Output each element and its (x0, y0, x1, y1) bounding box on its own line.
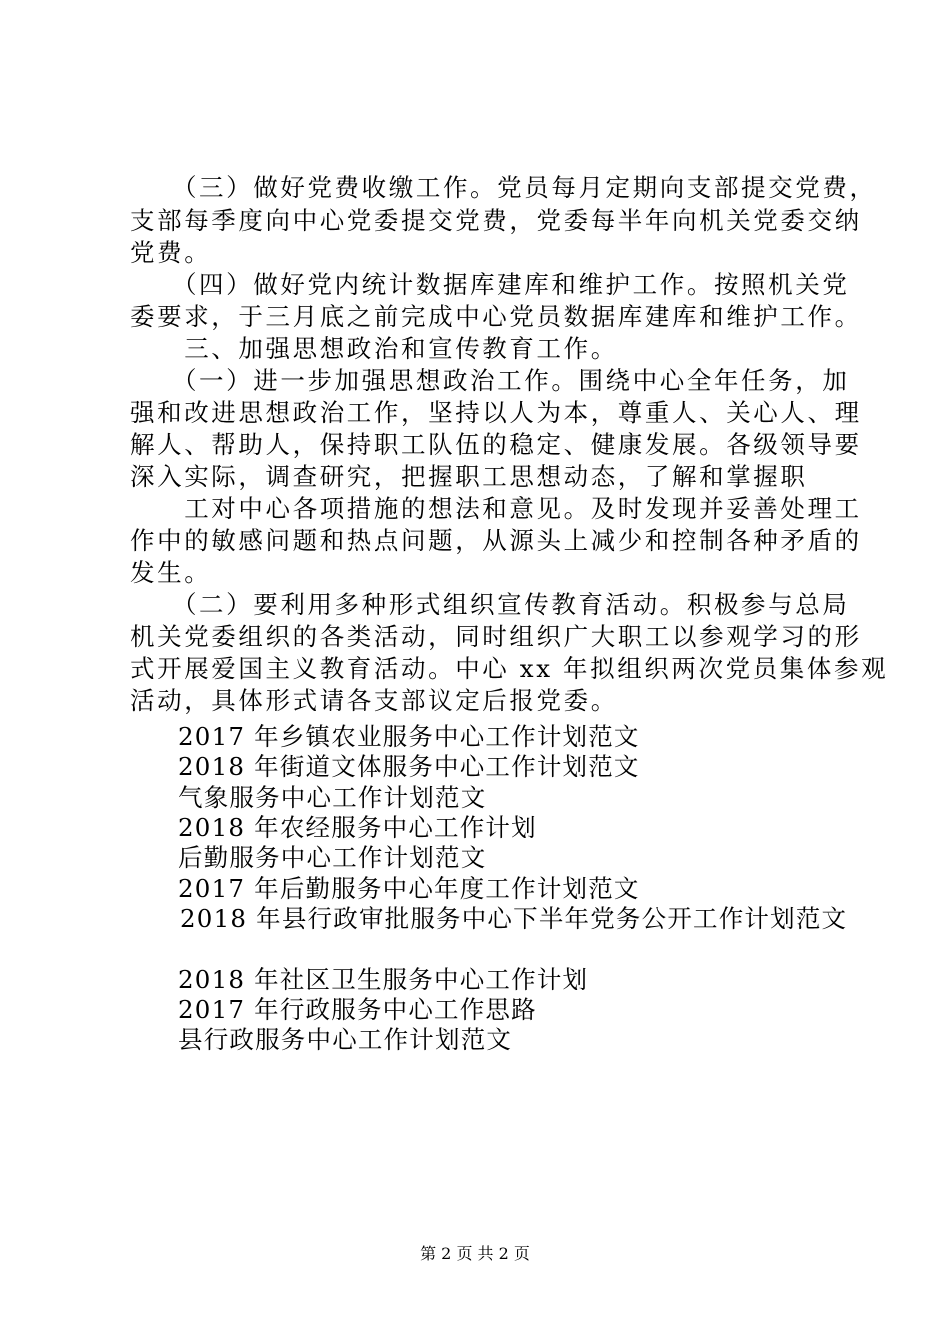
related-link[interactable]: 2017 年行政服务中心工作思路 (178, 995, 537, 1024)
body-line: 委要求，于三月底之前完成中心党员数据库建库和维护工作。 (130, 302, 862, 331)
related-link[interactable]: 2018 年街道文体服务中心工作计划范文 (178, 752, 640, 781)
related-link[interactable]: 2018 年社区卫生服务中心工作计划 (178, 965, 589, 994)
body-line: （四）做好党内统计数据库建库和维护工作。按照机关党 (130, 270, 850, 299)
section-heading: 三、加强思想政治和宣传教育工作。 (130, 334, 618, 363)
body-line: 式开展爱国主义教育活动。中心 xx 年拟组织两次党员集体参观 (130, 654, 889, 683)
body-line: 党费。 (130, 238, 212, 267)
body-line: 发生。 (130, 558, 212, 587)
body-line: 工对中心各项措施的想法和意见。及时发现并妥善处理工 (130, 494, 862, 523)
body-line: 深入实际，调查研究，把握职工思想动态，了解和掌握职 (130, 462, 808, 491)
body-line: （二）要利用多种形式组织宣传教育活动。积极参与总局 (130, 590, 850, 619)
related-link[interactable]: 2018 年县行政审批服务中心下半年党务公开工作计划范文 (180, 904, 848, 933)
related-link[interactable]: 气象服务中心工作计划范文 (178, 783, 487, 812)
body-line: （三）做好党费收缴工作。党员每月定期向支部提交党费， (130, 173, 877, 202)
related-link[interactable]: 县行政服务中心工作计划范文 (178, 1025, 513, 1054)
body-line: （一）进一步加强思想政治工作。围绕中心全年任务，加 (130, 366, 850, 395)
body-line: 活动，具体形式请各支部议定后报党委。 (130, 686, 618, 715)
body-line: 作中的敏感问题和热点问题，从源头上减少和控制各种矛盾的 (130, 526, 862, 555)
page-number: 第 2 页 共 2 页 (420, 1244, 530, 1263)
body-line: 机关党委组织的各类活动，同时组织广大职工以参观学习的形 (130, 622, 862, 651)
related-link[interactable]: 2017 年乡镇农业服务中心工作计划范文 (178, 722, 640, 751)
body-line: 强和改进思想政治工作，坚持以人为本，尊重人、关心人、理 (130, 398, 862, 427)
body-line: 支部每季度向中心党委提交党费，党委每半年向机关党委交纳 (130, 206, 862, 235)
related-link[interactable]: 后勤服务中心工作计划范文 (178, 843, 487, 872)
related-link[interactable]: 2018 年农经服务中心工作计划 (178, 813, 537, 842)
related-link[interactable]: 2017 年后勤服务中心年度工作计划范文 (178, 874, 640, 903)
body-line: 解人、帮助人，保持职工队伍的稳定、健康发展。各级领导要 (130, 430, 862, 459)
